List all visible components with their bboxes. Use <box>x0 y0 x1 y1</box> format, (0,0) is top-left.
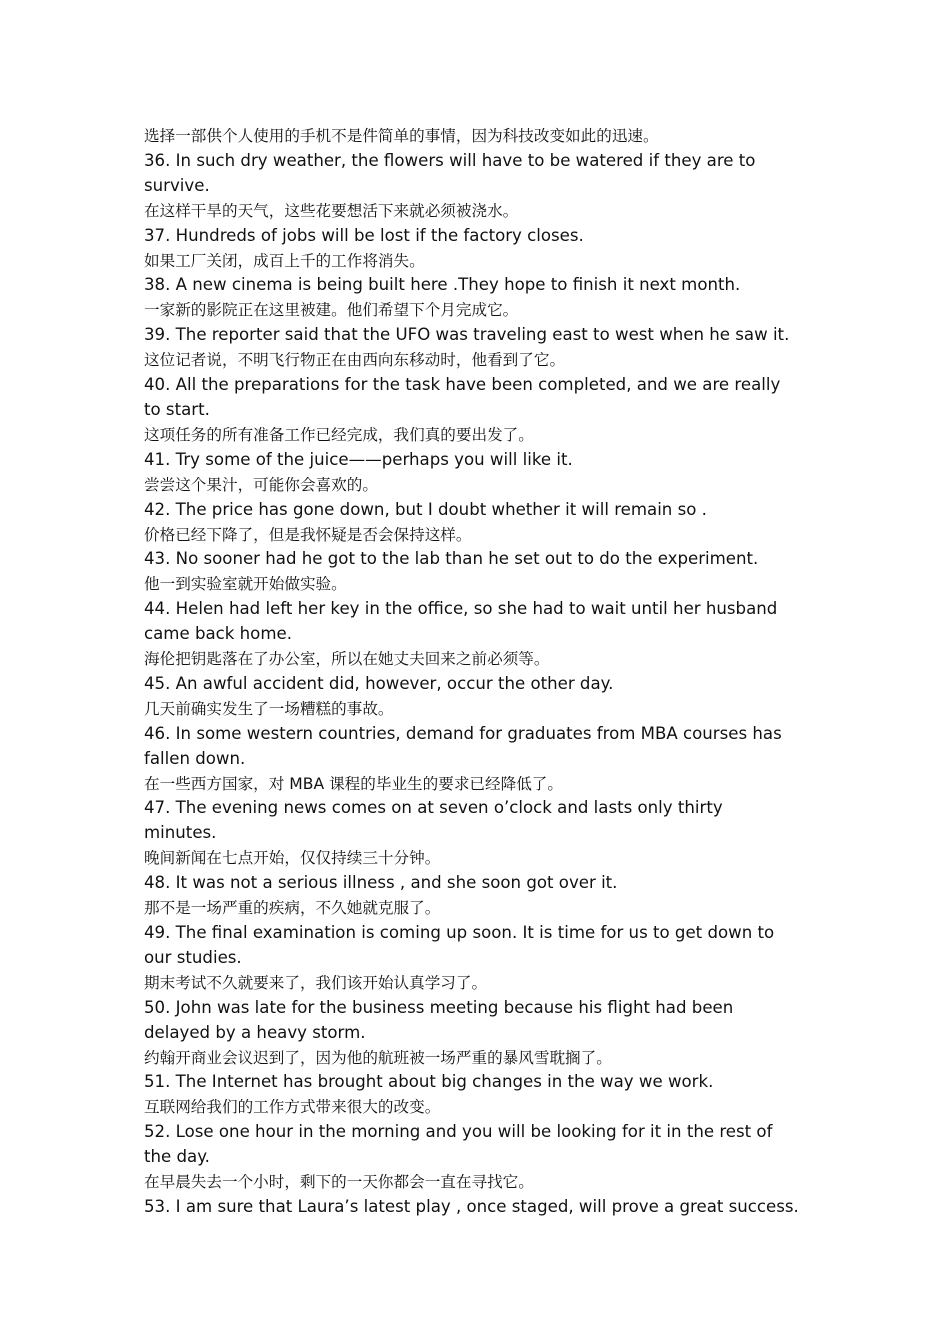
text-line-en: 52. Lose one hour in the morning and you will be looking for it in the rest of <box>144 1122 773 1142</box>
text-line-cn: 互联网给我们的工作方式带来很大的改变。 <box>144 1098 441 1117</box>
text-line-cn: 在早晨失去一个小时，剩下的一天你都会一直在寻找它。 <box>144 1173 534 1192</box>
text-line-cn: 那不是一场严重的疾病，不久她就克服了。 <box>144 899 441 918</box>
text-line-cn: 这位记者说，不明飞行物正在由西向东移动时，他看到了它。 <box>144 351 566 370</box>
text-line-cn: 在一些西方国家，对 MBA 课程的毕业生的要求已经降低了。 <box>144 774 563 793</box>
text-line-en: 49. The final examination is coming up soon. It is time for us to get down to <box>144 923 775 942</box>
text-line-en: 43. No sooner had he got to the lab than he set out to do the experiment. <box>144 549 759 569</box>
text-line-en: 36. In such dry weather, the flowers will have to be watered if they are to <box>144 150 756 170</box>
text-line-en: 46. In some western countries, demand for graduates from MBA courses has <box>144 723 782 743</box>
text-line-en: 40. All the preparations for the task have been completed, and we are really <box>144 375 781 395</box>
text-line-en: the day. <box>144 1147 210 1167</box>
text-line-cn: 这项任务的所有准备工作已经完成，我们真的要出发了。 <box>144 425 534 444</box>
text-line-cn: 如果工厂关闭，成百上千的工作将消失。 <box>144 251 425 270</box>
text-line-en: 44. Helen had left her key in the office, so she had to wait until her husband <box>144 599 778 619</box>
text-line-en: 37. Hundreds of jobs will be lost if the factory closes. <box>144 225 584 245</box>
text-line-en: delayed by a heavy storm. <box>144 1022 366 1042</box>
text-line-en: our studies. <box>144 947 242 967</box>
document-page <box>144 124 814 1220</box>
text-line-cn: 约翰开商业会议迟到了，因为他的航班被一场严重的暴风雪耽搁了。 <box>144 1048 612 1067</box>
text-line-cn: 他一到实验室就开始做实验。 <box>144 575 347 594</box>
text-line-cn: 尝尝这个果汁，可能你会喜欢的。 <box>144 475 378 494</box>
text-line-en: came back home. <box>144 624 292 644</box>
text-line-cn: 在这样干旱的天气，这些花要想活下来就必须被浇水。 <box>144 201 519 220</box>
text-line-en: 41. Try some of the juice——perhaps you will like it. <box>144 449 573 469</box>
text-line-cn: 晚间新闻在七点开始，仅仅持续三十分钟。 <box>144 849 441 868</box>
text-line-en: 51. The Internet has brought about big changes in the way we work. <box>144 1072 714 1092</box>
text-line-en: 45. An awful accident did, however, occur the other day. <box>144 673 614 693</box>
text-line-en: 48. It was not a serious illness , and she soon got over it. <box>144 873 618 893</box>
text-line-en: 53. I am sure that Laura’s latest play , once staged, will prove a great success. <box>144 1196 799 1216</box>
text-line-cn: 几天前确实发生了一场糟糕的事故。 <box>144 699 394 718</box>
text-line-en: minutes. <box>144 823 217 843</box>
text-line-en: 38. A new cinema is being built here .They hope to finish it next month. <box>144 275 741 295</box>
text-line-en: fallen down. <box>144 748 246 768</box>
text-line-cn: 期末考试不久就要来了，我们该开始认真学习了。 <box>144 973 488 992</box>
text-line-en: 42. The price has gone down, but I doubt whether it will remain so . <box>144 499 707 519</box>
text-line-cn: 选择一部供个人使用的手机不是件简单的事情，因为科技改变如此的迅速。 <box>144 127 659 145</box>
text-line-en: 50. John was late for the business meeting because his flight had been <box>144 997 734 1017</box>
text-line-en: 39. The reporter said that the UFO was traveling east to west when he saw it. <box>144 325 790 345</box>
text-line-cn: 海伦把钥匙落在了办公室，所以在她丈夫回来之前必须等。 <box>144 650 550 669</box>
text-line-cn: 价格已经下降了，但是我怀疑是否会保持这样。 <box>144 525 472 544</box>
text-line-cn: 一家新的影院正在这里被建。他们希望下个月完成它。 <box>144 301 519 320</box>
text-line-en: to start. <box>144 399 210 419</box>
text-line-en: survive. <box>144 175 210 195</box>
text-line-en: 47. The evening news comes on at seven o’clock and lasts only thirty <box>144 798 723 818</box>
